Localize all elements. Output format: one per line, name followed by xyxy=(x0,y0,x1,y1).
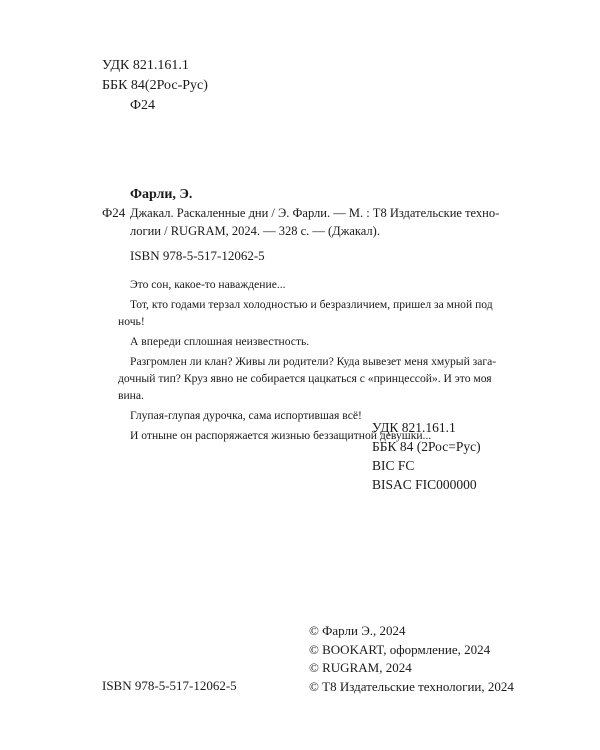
annotation-paragraph xyxy=(118,333,520,350)
annotation-paragraph xyxy=(118,296,520,330)
biblio-line: Джакал. Раскаленные дни / Э. Фарли. — М. : Т8 Издательские техно- xyxy=(130,206,500,220)
udk-code: УДК 821.161.1 xyxy=(102,58,189,73)
copyright-line: © Фарли Э., 2024 xyxy=(309,623,406,638)
record-cutter-code: Ф24 xyxy=(102,205,126,220)
annotation-line: Тот, кто годами терзал холодностью и безразличием, пришел за мной под xyxy=(130,298,493,311)
copyright-line: © BOOKART, оформление, 2024 xyxy=(309,641,491,657)
annotation-line: вина. xyxy=(118,389,144,402)
udk-code: УДК 821.161.1 xyxy=(372,420,456,435)
isbn-bottom: ISBN 978-5-517-12062-5 xyxy=(102,678,237,693)
record-isbn: ISBN 978-5-517-12062-5 xyxy=(130,248,265,263)
classification-block-top xyxy=(102,56,208,116)
copyright-block xyxy=(309,622,514,696)
biblio-line: логии / RUGRAM, 2024. — 328 с. — (Джакал). xyxy=(130,224,380,238)
annotation-paragraph xyxy=(118,353,520,404)
cutter-code: Ф24 xyxy=(130,98,156,113)
classification-block-bottom xyxy=(372,418,481,494)
copyright-line: © Т8 Издательские технологии, 2024 xyxy=(309,678,514,694)
annotation-line: Это сон, какое-то наваждение... xyxy=(130,278,286,291)
annotation-line: ночь! xyxy=(118,315,145,328)
annotation-line: А впереди сплошная неизвестность. xyxy=(130,335,310,348)
annotation-line: дочный тип? Круз явно не собирается цацкаться с «принцессой». И это моя xyxy=(118,372,492,385)
bbk-code: ББК 84(2Рос-Рус) xyxy=(102,78,208,93)
bbk-code: ББК 84 (2Рос=Рус) xyxy=(372,439,481,454)
annotation-paragraph xyxy=(118,276,520,293)
author-heading: Фарли, Э. xyxy=(130,187,193,202)
bibliographic-description xyxy=(130,204,520,240)
bic-code: BIC FC xyxy=(372,458,415,473)
annotation-line: Разгромлен ли клан? Живы ли родители? Куда вывезет меня хмурый зага- xyxy=(130,355,497,368)
annotation-line: Глупая-глупая дурочка, сама испортившая всё! xyxy=(130,409,362,422)
copyright-line: © RUGRAM, 2024 xyxy=(309,660,412,675)
annotation-line: И отныне он распоряжается жизнью беззащитной девушки... xyxy=(130,429,432,442)
bisac-code: BISAC FIC000000 xyxy=(372,477,477,492)
